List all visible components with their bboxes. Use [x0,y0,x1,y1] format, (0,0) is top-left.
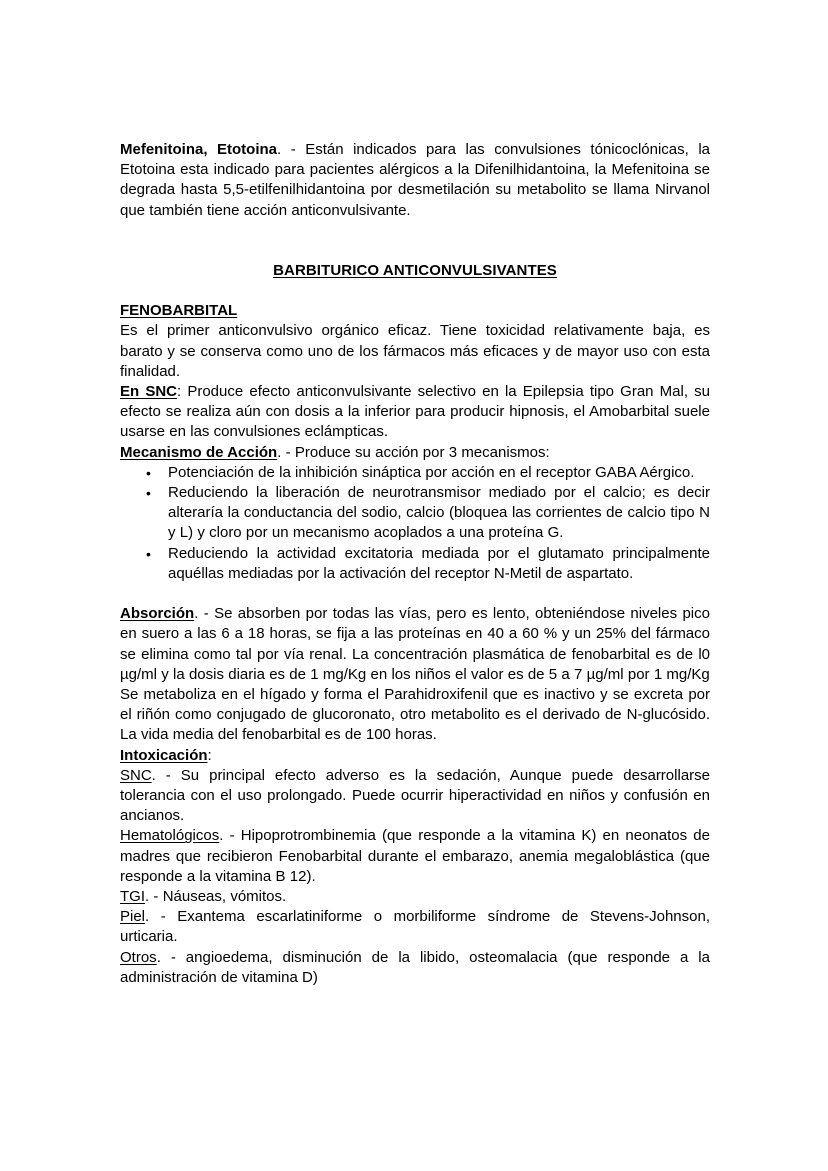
intoxication-heading [120,746,710,766]
intro-lead: Mefenitoina, Etotoina [120,141,278,158]
metabolism-paragraph: Se metaboliza en el hígado y forma el Parahidroxifenil que es inactivo y se excreta por el riñón como conjugado de glucoronato, otro metabolito es el derivado de N-glucósido. La vida media del fenobarbital es de 100 horas. [120,686,710,744]
list-item: • Reduciendo la actividad excitatoria mediada por el glutamato principalmente aquéllas mediadas por la activación del receptor N-Metil de aspartato. [120,544,710,584]
cns-text: : Produce efecto anticonvulsivante selectivo en la Epilepsia tipo Gran Mal, su efecto se realiza aún con dosis a la inferior para producir hipnosis, el Amobarbital suele usarse en las convulsiones eclámpticas. [120,383,710,441]
mechanism-lead: Mecanismo de Acción [120,443,278,461]
adverse-effect-text: . - Náuseas, vómitos. [145,888,287,906]
document-body [120,140,710,988]
adverse-effect-text: . - Exantema escarlatiniforme o morbiliforme síndrome de Stevens-Johnson, urticaria. [120,908,710,946]
intro-text: . - Están indicados para las convulsiones tónicoclónicas, la Etotoina esta indicado para pacientes alérgicos a la Difenilhidantoina, la Mefenitoina se degrada hasta 5,5-etilfenilhidantoina por desmetilación su metabolito se llama Nirvanol que también tiene acción anticonvulsivante. [120,141,711,219]
mechanism-text: . - Produce su acción por 3 mecanismos: [277,443,550,461]
absorption-text: . - Se absorben por todas las vías, pero es lento, obteniéndose niveles pico en suero a las 6 a 18 horas, se fija a las proteínas en 40 a 60 % y un 25% del fármaco se elimina como tal por vía renal. La concentración plasmática de fenobarbital es de l0 µg/ml y la dosis diaria es de 1 mg/Kg en los niños el valor es de 5 a 7 µg/ml por 1 mg/Kg [120,605,710,683]
intoxication-colon: : [207,746,212,764]
description-paragraph: Es el primer anticonvulsivo orgánico eficaz. Tiene toxicidad relativamente baja, es barato y se conserva como uno de los fármacos más eficaces y de mayor uso con esta finalidad. [120,322,710,380]
adverse-effect-lead: SNC [120,766,152,784]
adverse-effect-tgi [120,887,710,907]
spacer-after-section-title [120,281,710,301]
list-item: • Reduciendo la liberación de neurotransmisor mediado por el calcio; es decir alteraría la conductancia del sodio, calcio (bloquea las corrientes de calcio tipo N y L) y cloro por un mecanismo acoplados a una proteína G. [120,483,710,544]
adverse-effect-text: . - Hipoprotrombinemia (que responde a la vitamina K) en neonatos de madres que recibieron Fenobarbital durante el embarazo, anemia megaloblástica (que responde a la vitamina B 12). [120,827,710,885]
adverse-effect-text: . - Su principal efecto adverso es la sedación, Aunque puede desarrollarse tolerancia con el uso prolongado. Puede ocurrir hiperactividad en niños y confusión en ancianos. [120,766,710,825]
list-item: • Potenciación de la inhibición sináptica por acción en el receptor GABA Aérgico. [120,463,710,483]
section-title: BARBITURICO ANTICONVULSIVANTES [273,261,557,279]
drug-title [120,301,710,321]
adverse-effect-lead: Hematológicos [120,827,220,845]
mechanism-paragraph [120,443,710,463]
adverse-effect-lead: Piel [120,908,146,926]
absorption-paragraph [120,604,710,685]
absorption-lead: Absorción [120,605,195,623]
intoxication-lead: Intoxicación [120,746,208,764]
adverse-effect-otros [120,948,710,988]
adverse-effect-lead: TGI [120,888,145,906]
spacer-before-section-title [120,221,710,261]
drug-title-text: FENOBARBITAL [120,302,238,320]
spacer-before-absorption [120,584,710,604]
adverse-effect-snc [120,766,710,827]
intro-paragraph [120,140,710,221]
cns-lead: En SNC [120,383,177,401]
cns-paragraph [120,382,710,443]
adverse-effect-text: . - angioedema, disminución de la libido, osteomalacia (que responde a la administración de vitamina D) [120,948,710,986]
adverse-effect-hematologicos [120,826,710,887]
adverse-effect-piel [120,907,710,947]
adverse-effect-lead: Otros [120,948,157,966]
mechanism-list [120,463,710,584]
